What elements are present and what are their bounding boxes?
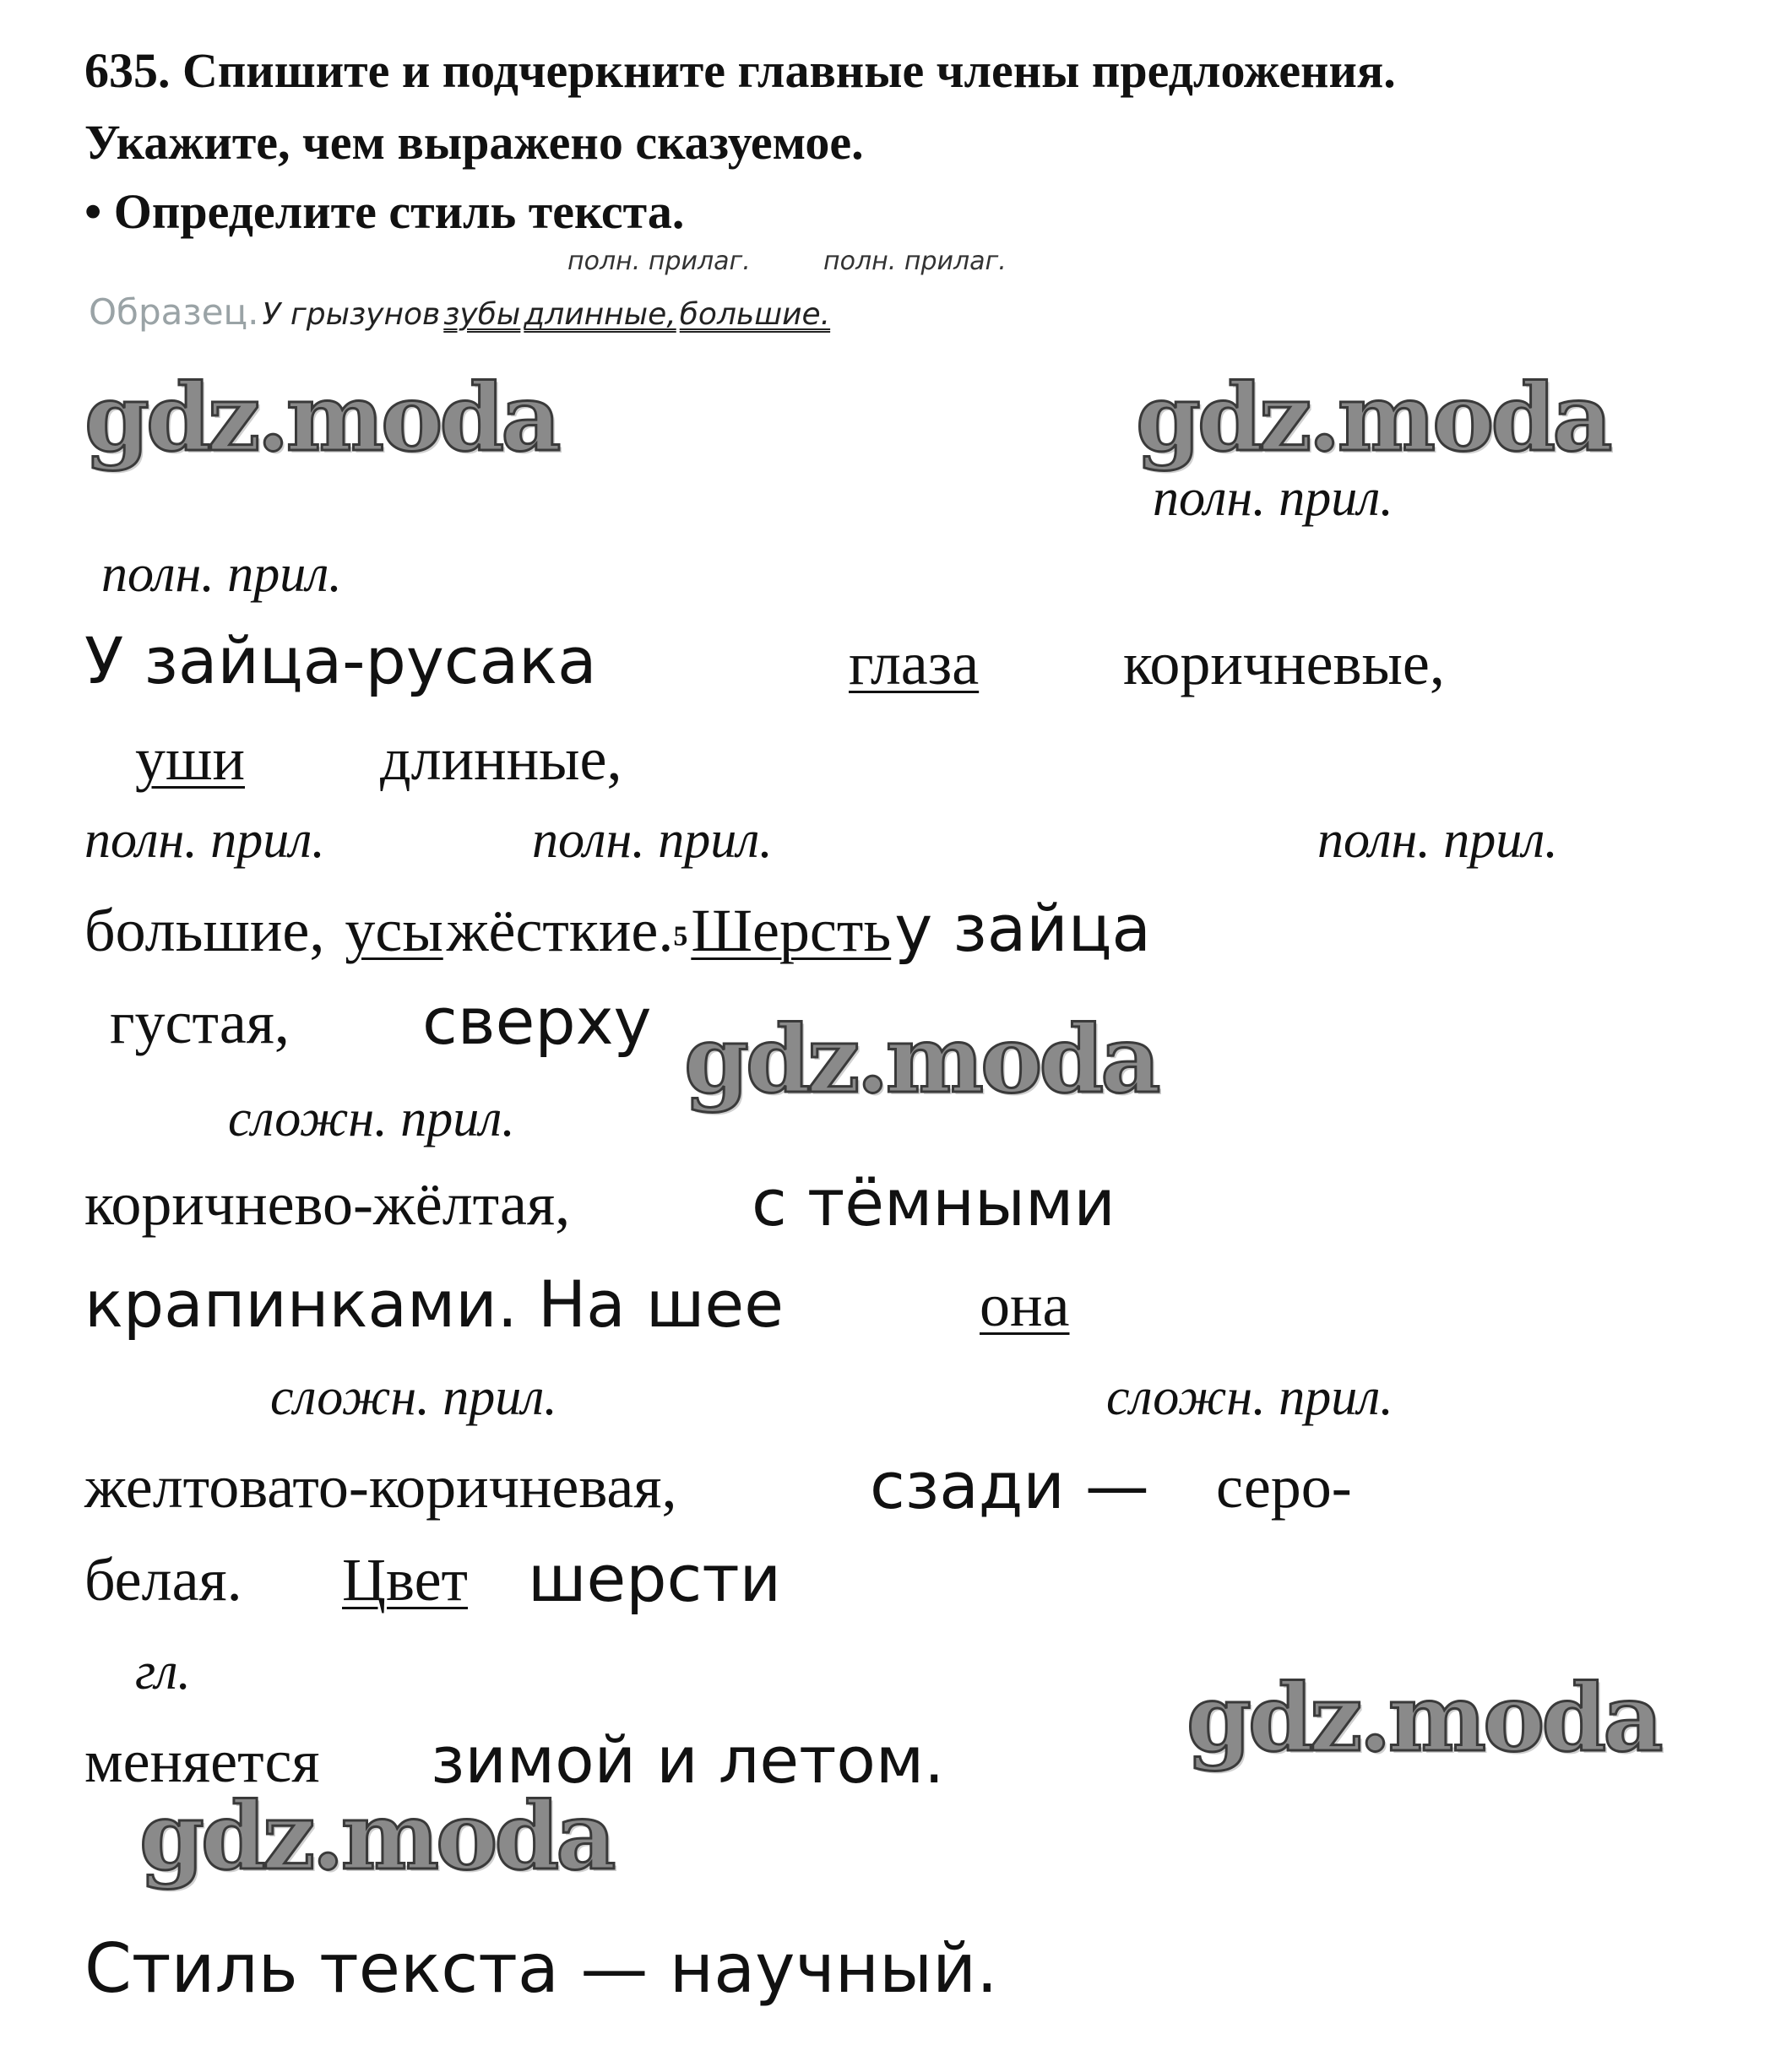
answer-text: коричнево-жёлтая, (84, 1170, 571, 1238)
sample-predicate-2: большие. (679, 297, 831, 332)
annotation-verb: гл. (135, 1643, 191, 1700)
annotation-full-adj: полн. прил. (1153, 469, 1393, 527)
subject-underlined: усы (345, 897, 443, 964)
sample-note-2: полн. прилаг. (823, 247, 1007, 276)
watermark-4: gdz.moda (1186, 1663, 1660, 1772)
answer-line (84, 891, 1151, 966)
subject-underlined: Шерсть (691, 897, 892, 964)
answer-text: густая, (110, 989, 290, 1056)
task-line-3: • Определите стиль текста. (84, 184, 685, 239)
answer-text: желтовато-коричневая, (84, 1453, 677, 1521)
footnote-mark: 5 (673, 920, 688, 952)
subject-underlined: Цвет (342, 1546, 468, 1614)
answer-text: сверху (422, 984, 652, 1059)
answer-text: зимой и летом. (431, 1722, 945, 1798)
predicate-verb: меняется (84, 1728, 320, 1795)
watermark-3: gdz.moda (684, 1005, 1158, 1114)
answer-text: серо- (1216, 1453, 1352, 1521)
annotation-full-adj: полн. прил. (1317, 811, 1558, 869)
sample-predicate-1: длинные, (524, 297, 676, 332)
annotation-full-adj: полн. прил. (84, 811, 325, 869)
annotation-full-adj: полн. прил. (101, 545, 342, 603)
answer-text: крапинками. На шее (84, 1267, 784, 1342)
answer-text: жёсткие. (446, 897, 674, 964)
annotation-compound-adj: сложн. прил. (228, 1090, 515, 1147)
sample-label: Образец. (89, 291, 259, 333)
answer-text: длинные, (380, 725, 622, 793)
sample-text-1: У грызунов (262, 297, 441, 332)
answer-text: шерсти (528, 1541, 781, 1616)
sample-note-1: полн. прилаг. (567, 247, 751, 276)
watermark-2: gdz.moda (1136, 363, 1610, 472)
answer-text: сзади — (870, 1448, 1149, 1523)
annotation-compound-adj: сложн. прил. (1106, 1369, 1393, 1426)
sample-subject: зубы (443, 297, 521, 332)
annotation-full-adj: полн. прил. (532, 811, 773, 869)
watermark-1: gdz.moda (84, 363, 558, 472)
task-line-1: 635. Спишите и подчеркните главные члены предложения. (84, 43, 1396, 98)
subject-underlined: уши (135, 725, 245, 793)
answer-text: большие, (84, 897, 325, 964)
answer-text: с тёмными (752, 1165, 1116, 1240)
annotation-compound-adj: сложн. прил. (270, 1369, 557, 1426)
sample-line (89, 291, 830, 333)
text-style-conclusion: Стиль текста — научный. (84, 1929, 998, 2008)
answer-text: белая. (84, 1546, 242, 1614)
watermark-5: gdz.moda (139, 1782, 613, 1890)
subject-underlined: глаза (849, 630, 980, 697)
task-line-2: Укажите, чем выражено сказуемое. (84, 115, 864, 170)
answer-text: у зайца (894, 891, 1152, 966)
subject-underlined: она (980, 1272, 1070, 1339)
answer-text: коричневые, (1123, 630, 1445, 697)
answer-text: У зайца-русака (84, 623, 597, 698)
